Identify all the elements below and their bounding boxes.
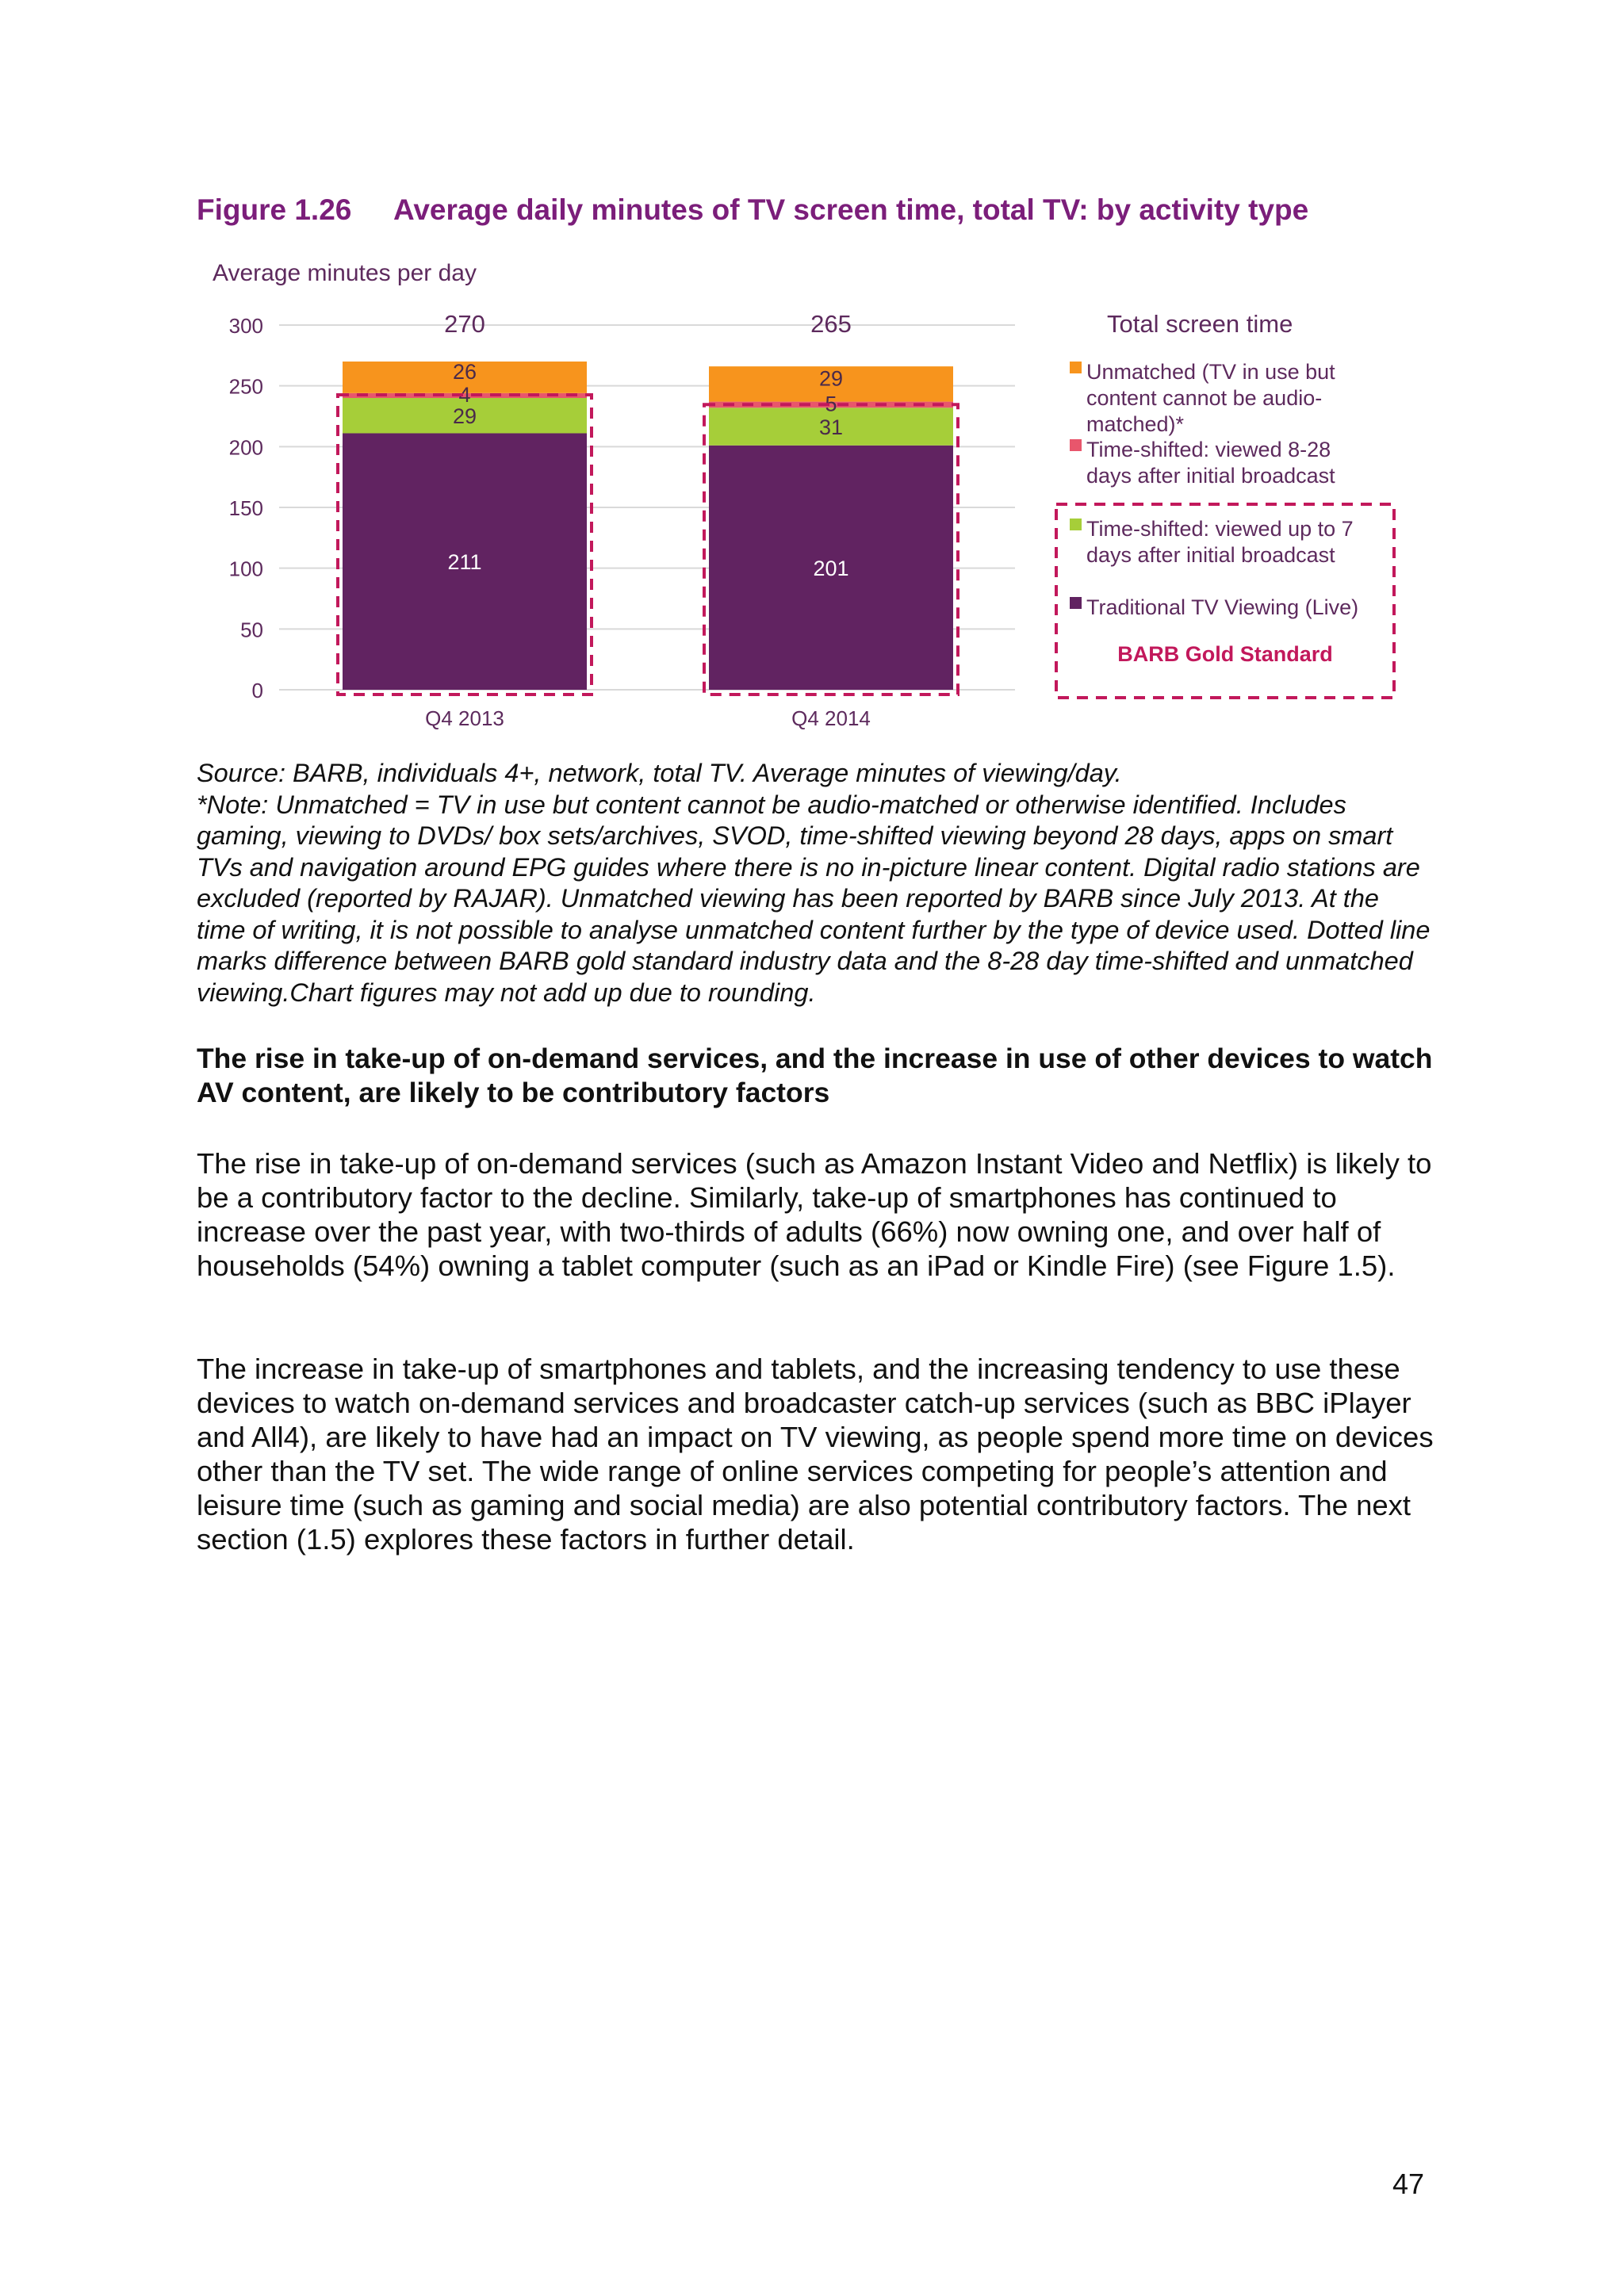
data-label: 29 [818,366,844,391]
y-tick-label: 150 [228,496,263,520]
legend-swatch [1070,597,1082,609]
figure-title [197,193,1308,227]
data-label: 31 [818,415,844,440]
bars [343,359,953,690]
data-label: 29 [452,404,477,429]
data-label: 4 [458,382,471,407]
data-label: 211 [447,550,482,575]
total-labels [444,310,852,338]
data-label: 5 [825,392,837,416]
legend-label: Unmatched (TV in use but [1086,360,1335,384]
legend [1056,360,1394,698]
legend-label: Time-shifted: viewed up to 7 [1086,517,1354,541]
y-tick-label: 200 [228,435,263,460]
paragraph-2: The increase in take-up of smartphones and tablets, and the increasing tendency to use these devices to watch on-demand services and broadcaster catch-up services (such as BBC iPlayer and All4), are likely to have had an impact on TV viewing, as people spend more time on devices other than the TV set. The wide range of online services competing for people’s attention and leisure time (such as gaming and social media) are also potential contributory factors. The next section (1.5) explores these factors in further detail. [197,1353,1434,1556]
totals-title: Total screen time [1107,310,1293,338]
figure-number: Figure 1.26 [197,193,352,226]
legend-label: days after initial broadcast [1086,543,1335,567]
legend-label: Traditional TV Viewing (Live) [1086,595,1359,619]
total-label: 265 [810,310,852,338]
data-label: 26 [452,359,477,384]
legend-swatch [1070,519,1082,530]
x-tick-labels [425,706,871,730]
y-tick-label: 50 [240,618,263,642]
figure-notes [197,758,1434,1008]
legend-label: Time-shifted: viewed 8-28 [1086,438,1331,461]
footnote: *Note: Unmatched = TV in use but content cannot be audio-matched or otherwise identified. Includes gaming, viewing to DVDs/ box sets/archives, SVOD, time-shifted viewing beyond 28 days, apps on smart TVs and navigation around EPG guides where there is no in-picture linear content. Digital radio stations are excluded (reported by RAJAR). Unmatched viewing has been reported by BARB since July 2013. At the time of writing, it is not possible to analyse unmatched content further by the type of device used. Dotted line marks difference between BARB gold standard industry data and the 8-28 day time-shifted and unmatched viewing.Chart figures may not add up due to rounding. [197,790,1431,1007]
y-tick-label: 100 [228,557,263,581]
legend-swatch [1070,362,1082,373]
data-label: 201 [813,556,849,580]
legend-swatch [1070,439,1082,451]
y-axis-label: Average minutes per day [213,260,477,286]
stacked-bar-chart [190,246,1411,737]
x-tick-label: Q4 2014 [791,706,871,730]
y-tick-labels [229,314,263,702]
paragraph-1: The rise in take-up of on-demand services (such as Amazon Instant Video and Netflix) is likely to be a contributory factor to the decline. Similarly, take-up of smartphones has continued to increase over the past year, with two-thirds of adults (66%) now owning one, and over half of households (54%) owning a tablet computer (such as an iPad or Kindle Fire) (see Figure 1.5). [197,1147,1432,1282]
y-tick-label: 300 [228,314,263,338]
section-heading: The rise in take-up of on-demand services, and the increase in use of other devices to watch AV content, are likely to be contributory factors [197,1043,1433,1108]
legend-label: content cannot be audio- [1086,386,1323,410]
total-label: 270 [444,310,485,338]
legend-label: matched)* [1086,412,1185,436]
figure-caption: Average daily minutes of TV screen time, total TV: by activity type [393,193,1309,226]
gold-standard-label: BARB Gold Standard [1117,642,1333,666]
page-number: 47 [1392,2168,1425,2200]
y-tick-label: 0 [251,679,263,702]
source-note: Source: BARB, individuals 4+, network, total TV. Average minutes of viewing/day. [197,759,1122,787]
y-tick-label: 250 [228,374,263,399]
legend-label: days after initial broadcast [1086,464,1335,488]
x-tick-label: Q4 2013 [425,706,504,730]
